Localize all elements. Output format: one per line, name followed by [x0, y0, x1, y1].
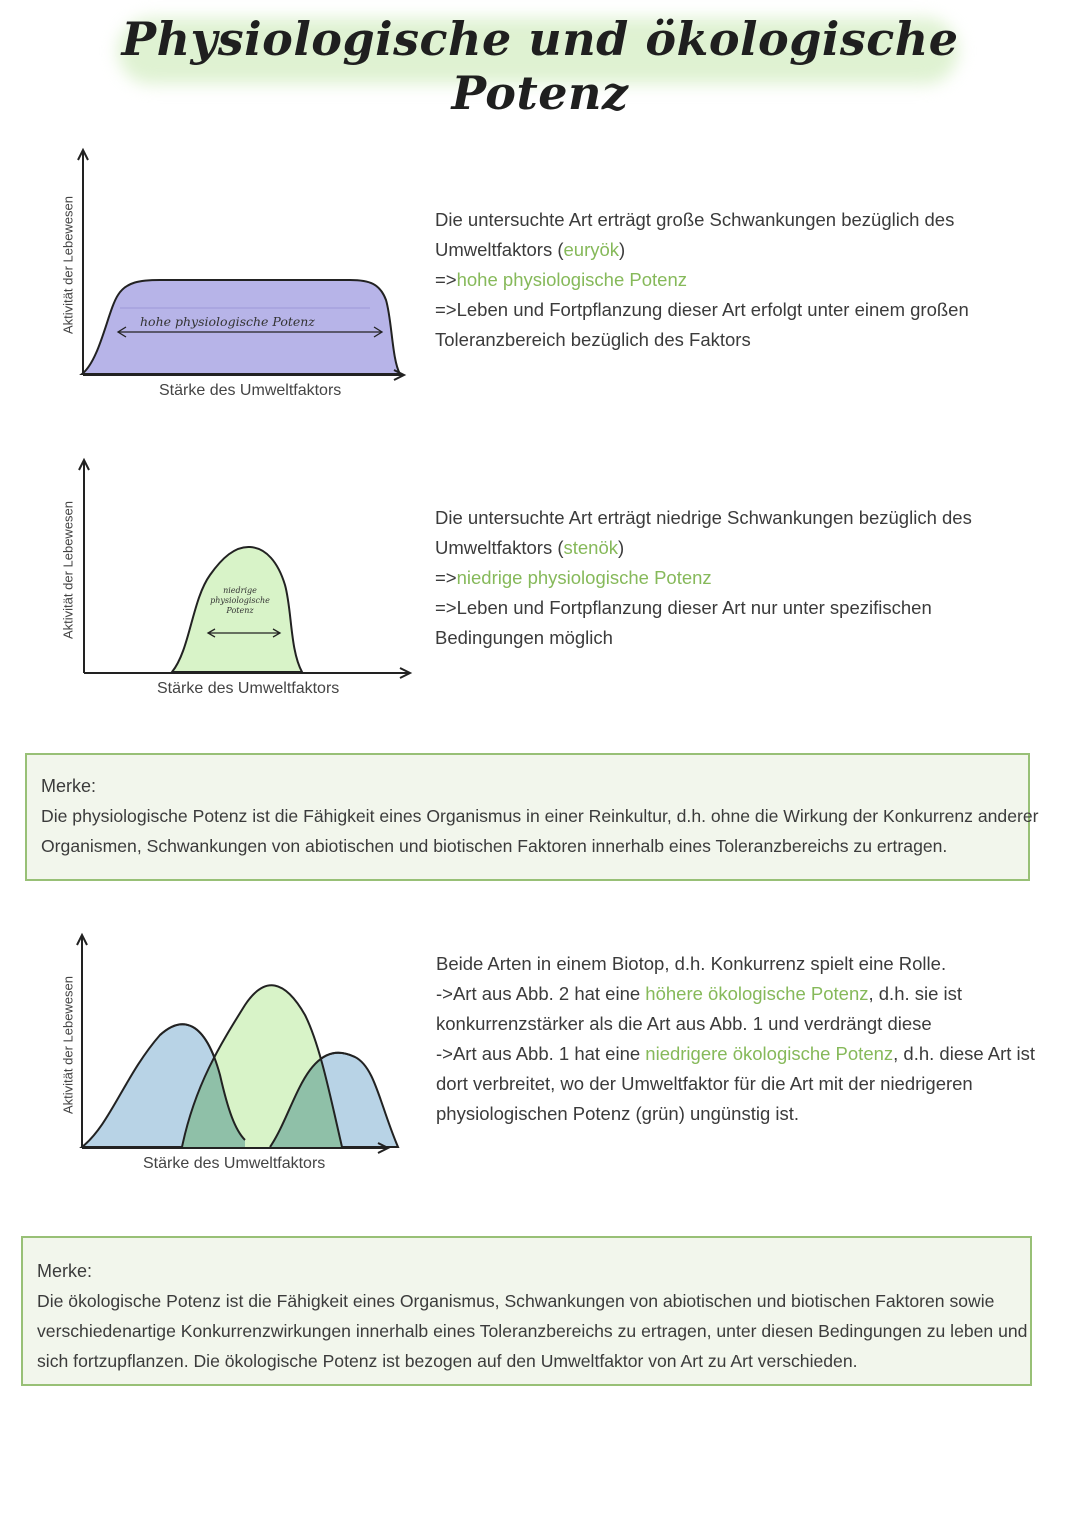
- merke2-heading: Merke:: [37, 1261, 93, 1281]
- merke2-line2: verschiedenartige Konkurrenzwirkungen innerhalb eines Toleranzbereichs zu ertragen, unter diesen Bedingungen zu leben und: [37, 1321, 1028, 1341]
- figure1-xlabel: Stärke des Umweltfaktors: [159, 382, 342, 399]
- term-stenoek: stenök: [563, 537, 619, 558]
- text2-line1: Die untersuchte Art erträgt niedrige Schwankungen bezüglich des: [435, 507, 972, 528]
- figure1-curve-label: hohe physiologische Potenz: [140, 314, 315, 329]
- merke-box-2: [21, 1236, 1032, 1386]
- merke2-line1: Die ökologische Potenz ist die Fähigkeit eines Organismus, Schwankungen von abiotischen und biotischen Faktoren sowie: [37, 1291, 995, 1311]
- figure2-xlabel: Stärke des Umweltfaktors: [157, 680, 340, 697]
- title-block: [100, 4, 980, 120]
- text3-line3: konkurrenzstärker als die Art aus Abb. 1 und verdrängt diese: [436, 1013, 932, 1034]
- text3-line2: ->Art aus Abb. 2 hat eine höhere ökologische Potenz, d.h. sie ist: [436, 983, 963, 1004]
- term-niedrige-potenz: niedrige physiologische Potenz: [456, 567, 712, 588]
- text1-line2: Umweltfaktors (euryök): [435, 239, 626, 260]
- figure3-chart: [70, 925, 420, 1165]
- text1-line5: Toleranzbereich bezüglich des Faktors: [435, 329, 751, 350]
- merke2-line3: sich fortzupflanzen. Die ökologische Potenz ist bezogen auf den Umweltfaktor von Art zu Art verschieden.: [37, 1351, 858, 1371]
- text1-line3: =>hohe physiologische Potenz: [435, 269, 687, 290]
- page-title: Physiologische und ökologische Potenz: [121, 12, 959, 120]
- text3-line6: physiologischen Potenz (grün) ungünstig ist.: [436, 1103, 800, 1124]
- merke1-heading: Merke:: [41, 776, 97, 796]
- text-block-2: [435, 503, 972, 653]
- text3-line5: dort verbreitet, wo der Umweltfaktor für die Art mit der niedrigeren: [436, 1073, 973, 1094]
- text2-line3: =>niedrige physiologische Potenz: [435, 567, 712, 588]
- text2-line2: Umweltfaktors (stenök): [435, 537, 625, 558]
- term-niedrigere-oek-potenz: niedrigere ökologische Potenz: [645, 1043, 894, 1064]
- text1-line1: Die untersuchte Art erträgt große Schwankungen bezüglich des: [435, 209, 955, 230]
- merke-box-1: [25, 753, 1039, 881]
- figure1-chart: [70, 140, 420, 390]
- figure2-ylabel: Aktivität der Lebewesen: [60, 500, 76, 640]
- merke1-line2: Organismen, Schwankungen von abiotischen und biotischen Faktoren innerhalb eines Toleranzbereichs zu ertragen.: [41, 836, 948, 856]
- figure3-xlabel: Stärke des Umweltfaktors: [143, 1155, 326, 1172]
- figure1-ylabel: Aktivität der Lebewesen: [60, 195, 76, 335]
- term-hohe-potenz: hohe physiologische Potenz: [456, 269, 687, 290]
- term-hoehere-oek-potenz: höhere ökologische Potenz: [645, 983, 869, 1004]
- figure2-curve-label: niedrige physiologische Potenz: [210, 586, 270, 615]
- text2-line4: =>Leben und Fortpflanzung dieser Art nur unter spezifischen: [435, 597, 932, 618]
- figure2-chart: [70, 450, 420, 690]
- figure3-ylabel: Aktivität der Lebewesen: [60, 975, 76, 1115]
- merke1-line1: Die physiologische Potenz ist die Fähigkeit eines Organismus in einer Reinkultur, d.h. ohne die Wirkung der Konkurrenz anderer: [41, 806, 1039, 826]
- text3-line4: ->Art aus Abb. 1 hat eine niedrigere ökologische Potenz, d.h. diese Art ist: [436, 1043, 1036, 1064]
- term-euryoek: euryök: [563, 239, 620, 260]
- text3-line1: Beide Arten in einem Biotop, d.h. Konkurrenz spielt eine Rolle.: [436, 953, 947, 974]
- text1-line4: =>Leben und Fortpflanzung dieser Art erfolgt unter einem großen: [435, 299, 969, 320]
- text-block-3: [436, 949, 1035, 1129]
- text2-line5: Bedingungen möglich: [435, 627, 613, 648]
- text-block-1: [435, 205, 969, 355]
